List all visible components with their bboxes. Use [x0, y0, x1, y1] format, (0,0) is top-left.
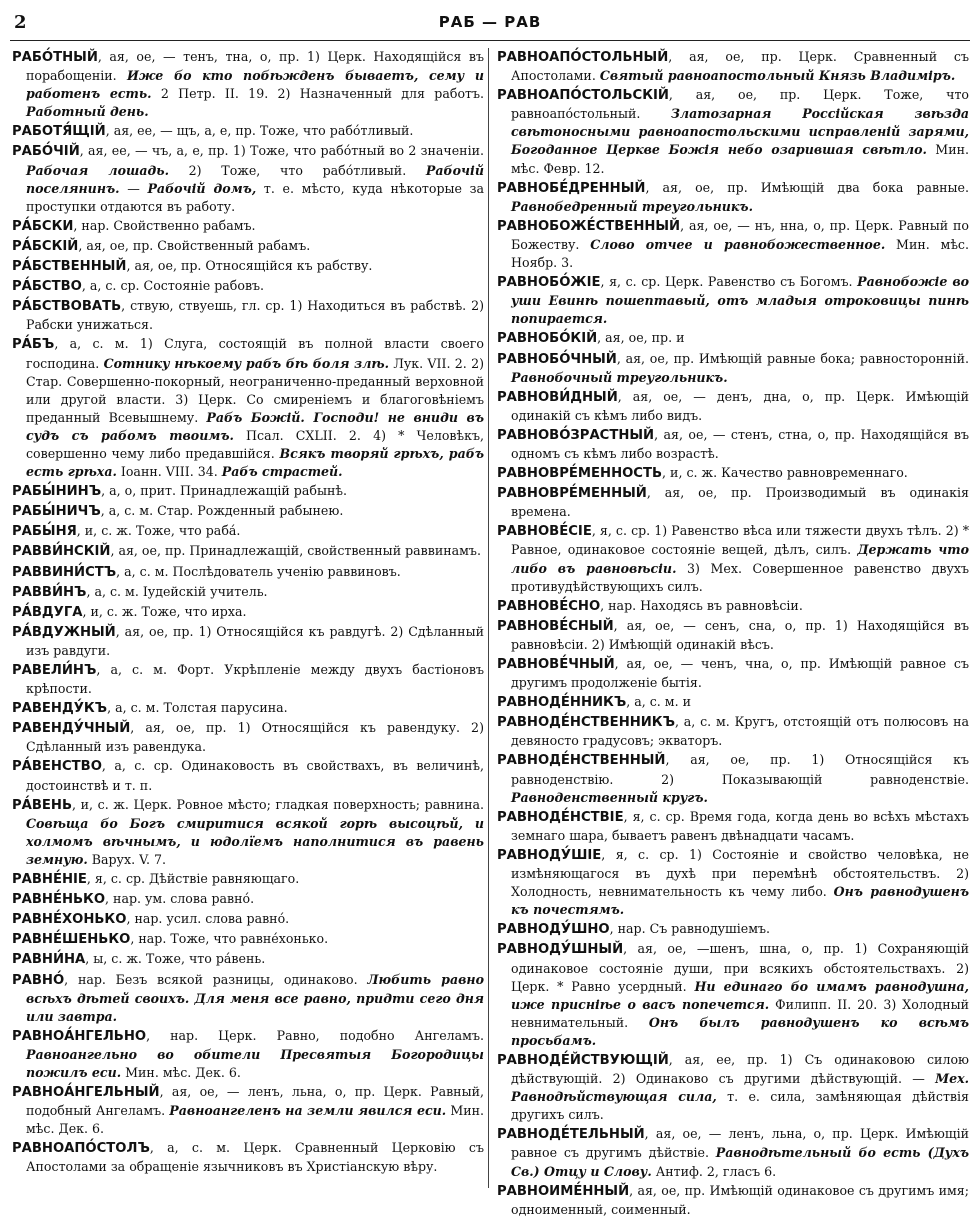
definition-text: 2) Тоже, что рабо́тливый. — [168, 162, 426, 178]
example-text: Равноангеленъ на земли явился еси. — [169, 1103, 447, 1119]
example-text: Слово отчее и равнобожественное. — [590, 236, 886, 252]
headword: РАВНОАПО́СТОЛЬСКІЙ — [497, 88, 669, 104]
dictionary-entry — [497, 273, 969, 328]
dictionary-entry — [497, 217, 969, 272]
definition-text: , а, с. м. Толстая парусина. — [107, 700, 288, 716]
dictionary-entry — [12, 297, 484, 334]
headword: РАВНОАПО́СТОЛЬНЫЙ — [497, 50, 669, 65]
definition-text: , а, с. м. Іудейскій учитель. — [86, 583, 268, 599]
definition-text: , ая, ое, пр. Церк. Тоже, что равноапо́стольный. — [511, 87, 969, 122]
headword: РАБОТЯ́ЩІЙ — [12, 124, 106, 140]
headword: РАВНО́ — [12, 972, 65, 988]
definition-text: Варух. V. 7. — [87, 851, 166, 867]
dictionary-entry — [497, 808, 969, 845]
dictionary-entry — [12, 217, 484, 236]
definition-text: Филипп. II. 20. 3) Холодный невнимательный. — [511, 996, 970, 1030]
right-column — [497, 48, 970, 1217]
dictionary-entry — [497, 179, 969, 216]
definition-text: Іоанн. VIII. 34. — [116, 464, 222, 480]
example-text: Ни единаго бо имамъ равнодушна, иже присніѣе о васъ попечется. — [511, 978, 969, 1012]
headword: РАВНОДЕ́ЙСТВУЮЩІЙ — [497, 1052, 669, 1068]
page-number: 2 — [14, 12, 27, 33]
headword: РАВЕЛИ́НЪ — [12, 663, 97, 678]
example-text: Работный день. — [26, 104, 149, 120]
example-text: Сотнику нѣкоему рабъ бѣ боля злѣ. — [103, 355, 390, 371]
definition-text: т. е. сила, замѣняющая дѣйствія другихъ силъ. — [511, 1089, 969, 1123]
dictionary-entry — [12, 122, 484, 141]
definition-text: , ая, ое, — стенъ, стна, о, пр. Находящійся въ одномъ съ кѣмъ либо возрастѣ. — [511, 426, 969, 461]
definition-text: , ая, ое, пр. Имѣющій одинаковое съ другимъ имя; одноименный, соименный. — [511, 1182, 969, 1217]
definition-text: , ая, ое, пр. Принадлежащій, свойственный раввинамъ. — [110, 543, 481, 559]
left-column — [12, 48, 484, 1190]
definition-text: , ая, ое, — нъ, нна, о, пр. Церк. Равный по Божеству. — [511, 217, 969, 252]
headword: РАВВИНИ́СТЪ — [12, 564, 117, 580]
headword: РАВНОДЕ́НСТВІЕ — [497, 809, 624, 825]
definition-text: Антиф. 2, гласъ 6. — [651, 1163, 777, 1179]
dictionary-entry — [497, 350, 969, 387]
dictionary-entry — [497, 713, 969, 750]
definition-text: , я, с. ср. 1) Состояніе и свойство человѣка, не измѣняющагося въ духѣ при перемѣнѣ обстоятельствъ. 2) Холодность, невнимательность къ чему либо. — [511, 846, 969, 900]
example-text: Рабочая лошадь. — [26, 162, 169, 178]
dictionary-entry — [497, 426, 969, 463]
dictionary-entry — [12, 890, 484, 909]
definition-text: , ая, ое, —шенъ, шна, о, пр. 1) Сохраняющій одинаковое состояніе души, при всякихъ обстоятельствахъ. 2) Церк. * Равно усердный. — [511, 941, 969, 994]
headword: РАВНОБО́ЖІЕ — [497, 275, 601, 291]
headword: РА́ВДУЖНЫЙ — [12, 624, 116, 640]
headword: РАВЕНДУ́ЧНЫЙ — [12, 721, 131, 737]
dictionary-entry — [12, 623, 484, 660]
definition-text: , ая, ее, пр. 1) Съ одинаковою силою дѣйствующій. 2) Одинаково съ другими дѣйствующій. — — [511, 1051, 969, 1087]
dictionary-entry — [497, 920, 969, 939]
headword: РАВНОДЕ́НСТВЕННИКЪ — [497, 715, 675, 731]
headword: РАБО́ТНЫЙ — [12, 50, 98, 65]
definition-text: , ая, ое, пр. Свойственный рабамъ. — [78, 237, 311, 253]
definition-text: — — [119, 180, 148, 196]
headword: РАВНОВЕ́СІЕ — [497, 524, 592, 540]
definition-text: , нар. Свойственно рабамъ. — [73, 217, 256, 233]
dictionary-entry — [497, 940, 969, 1050]
definition-text: , ая, ое, — ченъ, чна, о, пр. Имѣющій равное съ другимъ продолженіе бытія. — [511, 656, 969, 691]
definition-text: Мин. мѣс. Февр. 12. — [511, 142, 969, 176]
dictionary-entry — [497, 86, 969, 177]
definition-text: , а, с. ср. Одинаковость въ свойствахъ, въ величинѣ, достоинствѣ и т. п. — [26, 758, 484, 793]
dictionary-entry — [12, 502, 484, 521]
headword: РАВНОДУ́ШІЕ — [497, 847, 602, 863]
definition-text: , ая, ое, пр. Производимый въ одинакія времена. — [511, 485, 969, 520]
headword: РАВНОДЕ́ННИКЪ — [497, 695, 627, 711]
example-text: Рабъ страстей. — [221, 464, 343, 480]
example-text: Совѣща бо Богъ смиритися всякой горѣ высоцѣй, и холмомъ вѣчнымъ, и юдолїемъ наполнитися въ равень земную. — [26, 815, 484, 867]
headword: РАВНОВИ́ДНЫЙ — [497, 389, 618, 405]
dictionary-entry — [12, 563, 484, 582]
example-text: Рабочій поселянинъ. — [26, 162, 484, 196]
example-text: Держать что либо въ равновѣсіи. — [511, 542, 969, 576]
definition-text: , и, с. ж. Качество равновременнаго. — [662, 465, 908, 481]
dictionary-entry — [12, 583, 484, 602]
definition-text: , ая, ое, — сенъ, сна, о, пр. 1) Находящійся въ равновѣсіи. 2) Имѣющій одинакій вѣсъ. — [511, 617, 969, 652]
example-text: Всякъ творяй грѣхъ, рабъ есть грѣха. — [26, 445, 484, 480]
dictionary-entry — [497, 329, 969, 348]
definition-text: , а, с. ср. Состояніе рабовъ. — [81, 278, 265, 294]
definition-text: , нар. ум. слова равно́. — [105, 891, 255, 907]
example-text: Златозарная Россійская звѣзда свѣтоносными равноапостольскими исправленій зарями, Богоданное Церкве Божія небо озарившая свѣтло. — [511, 106, 969, 158]
page-header — [0, 10, 980, 34]
dictionary-entry — [12, 870, 484, 889]
dictionary-entry — [497, 464, 969, 483]
example-text: Рабочій домъ, — [147, 180, 257, 196]
definition-text: Лук. VII. 2. 2) Стар. Совершенно-покорный, неограниченно-преданный верховной или другой власти. 3) Церк. Со смиреніемъ и благоговѣніемъ преданный Всевышнему. — [26, 355, 484, 425]
definition-text: , ы, с. ж. Тоже, что ра́вень. — [85, 951, 266, 967]
headword: РАВНОИМЕ́ННЫЙ — [497, 1183, 630, 1199]
headword: РАВВИ́НСКІЙ — [12, 544, 111, 560]
dictionary-entry — [12, 719, 484, 756]
definition-text: 3) Мех. Совершенное равенство двухъ противудѣйствующихъ силъ. — [511, 560, 969, 594]
headword: РАВНОВЕ́СНО — [497, 598, 601, 614]
running-head: РАБ — РАВ — [438, 13, 542, 31]
definition-text: , ая, ое, пр. Имѣющій два бока равные. — [645, 179, 969, 195]
example-text: Равнобочный треугольникъ. — [511, 369, 728, 385]
headword: РАБЫ́НИЧЪ — [12, 504, 101, 520]
example-text: Онъ равнодушенъ къ почестямъ. — [511, 884, 969, 918]
headword: РА́ВДУГА — [12, 604, 83, 620]
dictionary-entry — [497, 693, 969, 712]
example-text: Онъ былъ равнодушенъ ко всѣмъ просьбамъ. — [511, 1014, 969, 1048]
definition-text: , ая, ее, — чъ, а, е, пр. 1) Тоже, что рабо́тный во 2 значеніи. — [79, 143, 484, 159]
dictionary-entry — [497, 484, 969, 521]
headword: РАВНОА́НГЕЛЬНЫЙ — [12, 1085, 160, 1101]
dictionary-entry — [12, 603, 484, 622]
example-text: Равноденственный кругъ. — [511, 789, 708, 805]
dictionary-entry — [497, 522, 969, 595]
headword: РА́БСТВО — [12, 279, 82, 295]
headword: РАВНОВЕ́ЧНЫЙ — [497, 657, 615, 672]
dictionary-entry — [12, 257, 484, 276]
definition-text: 2 Петр. II. 19. 2) Назначенный для работъ. — [151, 86, 485, 102]
definition-text: , ая, ое, пр. Церк. Сравненный съ Апостолами. — [511, 49, 969, 84]
definition-text: , а, с. м. Стар. Рожденный рабынею. — [100, 503, 344, 519]
headword: РАВНОДЕ́НСТВЕННЫЙ — [497, 753, 666, 769]
headword: РА́БСТВОВАТЬ — [12, 299, 122, 315]
definition-text: , я, с. ср. 1) Равенство вѣса или тяжести двухъ тѣлъ. 2) * Равное, одинаковое состояніе вещей, дѣлъ, силъ. — [511, 523, 969, 558]
headword: РАВНОБО́ЧНЫЙ — [497, 351, 617, 367]
definition-text: , ая, ое, пр. Относящійся къ рабству. — [126, 258, 373, 274]
definition-text: , нар. Съ равнодушіемъ. — [609, 921, 771, 937]
dictionary-entry — [497, 48, 969, 85]
headword: РАВЕНДУ́КЪ — [12, 701, 108, 717]
headword: РАВНОАПО́СТОЛЪ — [12, 1141, 150, 1157]
dictionary-entry — [497, 1125, 969, 1180]
definition-text: , а, с. м. Форт. Укрѣпленіе между двухъ бастіоновъ крѣпости. — [26, 662, 484, 697]
headword: РАБО́ЧІЙ — [12, 144, 80, 160]
definition-text: Мин. мѣс. Ноябр. 3. — [511, 236, 969, 271]
headword: РАВНОВРЕ́МЕННОСТЬ — [497, 466, 663, 482]
header-rule — [10, 40, 970, 41]
dictionary-entry — [12, 930, 484, 949]
headword: РАВНОБО́КІЙ — [497, 331, 598, 347]
headword: РА́БСКІЙ — [12, 238, 79, 254]
definition-text: , нар. Находясь въ равновѣсіи. — [600, 597, 803, 613]
definition-text: , ая, ое, пр. 1) Относящійся къ равноденствію. 2) Показывающій равноденствіе. — [511, 752, 969, 787]
headword: РАВНОДУ́ШНЫЙ — [497, 942, 624, 958]
example-text: Иже бо кто побѣжденъ бываетъ, сему и работенъ есть. — [26, 68, 484, 102]
definition-text: , я, с. ср. Церк. Равенство съ Богомъ. — [600, 274, 858, 290]
headword: РА́БСТВЕННЫЙ — [12, 259, 127, 275]
dictionary-entry — [12, 661, 484, 698]
definition-text: , ая, ое, — денъ, дна, о, пр. Церк. Имѣющій одинакій съ кѣмъ либо видъ. — [511, 388, 969, 423]
dictionary-entry — [12, 48, 484, 121]
dictionary-entry — [497, 388, 969, 425]
dictionary-entry — [497, 597, 969, 616]
column-divider — [488, 48, 489, 1188]
example-text: Мех. Равнодѣйствующая сила, — [511, 1071, 969, 1105]
dictionary-entry — [12, 757, 484, 794]
dictionary-entry — [12, 699, 484, 718]
dictionary-entry — [497, 751, 969, 806]
dictionary-entry — [12, 971, 484, 1026]
dictionary-entry — [12, 950, 484, 969]
definition-text: Мин. мѣс. Дек. 6. — [121, 1064, 241, 1080]
definition-text: , а, с. м. Кругъ, отстоящій отъ полюсовъ на девяносто градусовъ; экваторъ. — [511, 714, 969, 749]
headword: РАВВИ́НЪ — [12, 584, 87, 600]
headword: РАВНОБЕ́ДРЕННЫЙ — [497, 180, 646, 196]
dictionary-entry — [12, 237, 484, 256]
definition-text: , а, с. м. Церк. Сравненный Церковію съ Апостолами за обращеніе язычниковъ въ Христіанскую вѣру. — [26, 1140, 484, 1175]
dictionary-entry — [497, 1182, 969, 1219]
headword: РА́ВЕНЬ — [12, 797, 73, 813]
dictionary-entry — [12, 335, 484, 481]
definition-text: , ая, ое, — тенъ, тна, о, пр. 1) Церк. Находящійся въ порабощеніи. — [26, 49, 484, 84]
headword: РАВНОДУ́ШНО — [497, 922, 610, 938]
dictionary-entry — [12, 1027, 484, 1082]
example-text: Равноангельно во обители Пресвятыя Богородицы пожилъ еси. — [26, 1046, 484, 1080]
definition-text: , и, с. ж. Тоже, что ирха. — [82, 603, 247, 619]
definition-text: , ая, ое, — ленъ, льна, о, пр. Церк. Имѣющій равное съ другимъ дѣйствіе. — [511, 1126, 969, 1161]
dictionary-entry — [497, 846, 969, 919]
headword: РАВНОА́НГЕЛЬНО — [12, 1028, 147, 1044]
headword: РАВНЕ́НІЕ — [12, 872, 87, 888]
definition-text: , нар. Безъ всякой разницы, одинаково. — [64, 971, 368, 987]
dictionary-entry — [12, 542, 484, 561]
definition-text: , и, с. ж. Церк. Ровное мѣсто; гладкая поверхность; равнина. — [72, 796, 484, 812]
headword: РА́БЪ — [12, 337, 55, 353]
dictionary-entry — [497, 1051, 969, 1124]
definition-text: , и, с. ж. Тоже, что раба́. — [76, 523, 241, 539]
headword: РАВНОБОЖЕ́СТВЕННЫЙ — [497, 218, 681, 234]
definition-text: , нар. Тоже, что равне́хонько. — [130, 931, 329, 947]
definition-text: , ая, ое, — ленъ, льна, о, пр. Церк. Равный, подобный Ангеламъ. — [26, 1084, 484, 1119]
definition-text: Псал. CXLII. 2. 4) * Человѣкъ, совершенно чему либо предавшійся. — [26, 427, 484, 461]
definition-text: , ая, ее, — щъ, а, е, пр. Тоже, что рабо́тливый. — [105, 123, 414, 139]
example-text: Равнобожіе во уши Евинѣ пошептавый, отъ младыя отроковицы пинѣ попирается. — [511, 274, 969, 327]
definition-text: , а, с. м. 1) Слуга, состоящій въ полной власти своего господина. — [26, 336, 484, 371]
headword: РА́ВЕНСТВО — [12, 759, 102, 775]
headword: РАВНИ́НА — [12, 952, 86, 968]
headword: РАВНОВЕ́СНЫЙ — [497, 618, 614, 634]
headword: РАВНЕ́ХОНЬКО — [12, 912, 127, 928]
headword: РАБЫ́НИНЪ — [12, 484, 102, 500]
example-text: Равнодѣтельный бо есть (Духъ Св.) Отцу и Слову. — [511, 1145, 970, 1179]
definition-text: , я, с. ср. Время года, когда день во всѣхъ мѣстахъ земнаго шара, бываетъ равенъ двѣнадцати часамъ. — [511, 808, 969, 843]
headword: РАБЫ́НЯ — [12, 524, 77, 540]
example-text: Рабъ Божій. Господи! не вниди въ судъ съ рабомъ твоимъ. — [26, 409, 484, 443]
example-text: Равнобедренный треугольникъ. — [511, 198, 753, 214]
definition-text: , нар. Церк. Равно, подобно Ангеламъ. — [146, 1027, 484, 1043]
definition-text: , ая, ое, пр. 1) Относящійся къ равендуку. 2) Сдѣланный изъ равендука. — [26, 720, 484, 755]
dictionary-entry — [12, 277, 484, 296]
definition-text: , ая, ое, пр. и — [597, 330, 685, 346]
dictionary-entry — [12, 796, 484, 869]
definition-text: т. е. мѣсто, куда нѣкоторые за проступки отдаются въ работу. — [26, 180, 485, 214]
definition-text: , а, о, прит. Принадлежащій рабынѣ. — [101, 483, 347, 499]
headword: РА́БСКИ — [12, 218, 74, 234]
definition-text: , я, с. ср. Дѣйствіе равняющаго. — [86, 871, 300, 887]
headword: РАВНОВО́ЗРАСТНЫЙ — [497, 427, 655, 443]
dictionary-entry — [12, 910, 484, 929]
dictionary-entry — [12, 1139, 484, 1176]
dictionary-entry — [497, 655, 969, 692]
dictionary-entry — [12, 142, 484, 215]
headword: РАВНЕ́НЬКО — [12, 892, 106, 908]
headword: РАВНОДЕ́ТЕЛЬНЫЙ — [497, 1127, 645, 1143]
dictionary-entry — [12, 1083, 484, 1138]
dictionary-entry — [497, 617, 969, 654]
definition-text: , а, с. м. и — [626, 694, 691, 710]
definition-text: , ствую, ствуешь, гл. ср. 1) Находиться въ рабствѣ. 2) Рабски унижаться. — [26, 298, 484, 333]
example-text: Любить равно всѣхъ дѣтей своихъ. Для меня все равно, придти сего дня или завтра. — [26, 971, 484, 1024]
dictionary-entry — [12, 482, 484, 501]
definition-text: , нар. усил. слова равно́. — [126, 911, 290, 927]
headword: РАВНОВРЕ́МЕННЫЙ — [497, 486, 647, 502]
definition-text: , а, с. м. Послѣдователь ученію раввиновъ. — [116, 563, 401, 579]
definition-text: Мин. мѣс. Дек. 6. — [26, 1103, 485, 1137]
headword: РАВНЕ́ШЕНЬКО — [12, 932, 131, 948]
example-text: Святый равноапостольный Князь Владиміръ. — [599, 68, 956, 84]
definition-text: , ая, ое, пр. 1) Относящійся къ равдугѣ. 2) Сдѣланный изъ равдуги. — [26, 623, 484, 658]
dictionary-entry — [12, 522, 484, 541]
definition-text: , ая, ое, пр. Имѣющій равные бока; равносторонній. — [616, 350, 969, 366]
